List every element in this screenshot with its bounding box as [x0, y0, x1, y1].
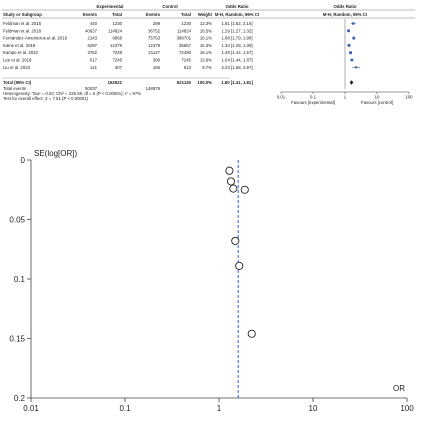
study-c-total: 35657 — [179, 42, 191, 48]
study-c-total: 114824 — [176, 28, 191, 34]
x-axis-label: OR — [393, 384, 405, 393]
study-ci: 2.23 [1.68, 2.97] — [221, 64, 253, 70]
total-events-e: 50037 — [85, 86, 97, 91]
x-tick-label: 10 — [308, 404, 318, 413]
study-marker — [352, 22, 354, 24]
study-name: Kampe et al. 2022 — [3, 50, 38, 56]
forest-x-tick-label: 100 — [405, 94, 413, 100]
study-c-total: 72490 — [179, 50, 191, 56]
study-name: Kaine et al. 2019 — [3, 42, 36, 48]
forest-x-tick-label: 10 — [374, 94, 380, 100]
funnel-axes — [9, 156, 414, 413]
study-e-total: 12379 — [110, 42, 122, 48]
study-weight: 16.3% — [199, 42, 212, 48]
study-ci: 1.49 [1.42, 1.57] — [221, 50, 253, 56]
study-weight: 16.1% — [199, 50, 212, 56]
header-e-total: Total — [112, 12, 122, 17]
study-c-events: 289 — [152, 21, 160, 26]
total-c-total: 621140 — [176, 80, 191, 85]
header-control: Control — [162, 4, 178, 9]
study-c-events: 165 — [152, 64, 160, 70]
header-or-label: Odds Ratio — [225, 4, 249, 9]
study-marker — [351, 59, 354, 62]
forest-x-tick-label: 0.01 — [276, 94, 286, 100]
header-study: Study or Subgroup — [3, 12, 42, 17]
study-name: Liu et al. 2022 — [3, 64, 30, 70]
forest-plot-area — [277, 19, 413, 100]
x-tick-label: 0.01 — [23, 404, 39, 413]
y-tick-label: 0 — [20, 156, 25, 165]
x-tick-label: 100 — [400, 404, 414, 413]
study-point — [227, 178, 234, 185]
y-tick-label: 0.2 — [13, 394, 25, 403]
study-marker — [349, 51, 352, 54]
study-c-total: 389701 — [176, 35, 191, 41]
total-events-label: Total events — [3, 86, 26, 91]
y-tick-label: 0.1 — [13, 275, 25, 284]
y-axis-label: SE(log[OR]) — [34, 149, 78, 158]
study-weight: 8.7% — [202, 64, 212, 70]
study-marker — [352, 37, 355, 40]
study-c-events: 12379 — [148, 42, 160, 48]
study-point — [232, 237, 239, 244]
header-plot-or-label: Odds Ratio — [333, 4, 357, 9]
study-c-total: 7245 — [181, 57, 191, 63]
forest-x-tick-label: 1 — [343, 94, 347, 100]
overall-effect-text: Test for overall effect: Z = 7.51 (P < 0.00001) — [3, 96, 89, 101]
study-e-events: 3762 — [87, 50, 97, 56]
y-tick-label: 0.15 — [9, 334, 25, 344]
favours-left-label: Favours [experimental] — [291, 100, 335, 105]
forest-plot — [0, 0, 429, 150]
header-plot-or-method: M-H, Random, 95% CI — [322, 12, 368, 17]
study-marker — [347, 29, 350, 32]
pooled-diamond — [350, 80, 353, 84]
study-e-events: 2143 — [87, 35, 97, 41]
study-e-events: 40637 — [85, 28, 97, 34]
study-ci: 1.64 [1.44, 1.87] — [221, 57, 253, 63]
study-e-events: 440 — [89, 21, 97, 26]
study-point — [241, 186, 248, 193]
study-e-total: 6868 — [112, 35, 122, 41]
total-e-total: 152621 — [107, 80, 122, 85]
study-weight: 12.3% — [199, 21, 212, 26]
study-ci: 1.29 [1.27, 1.32] — [221, 28, 253, 34]
header-or-method: M-H, Random, 95% CI — [214, 12, 260, 17]
study-point — [230, 185, 237, 192]
total-label: Total (95% CI) — [3, 80, 32, 85]
study-ci: 1.34 [1.29, 1.39] — [221, 42, 253, 48]
study-marker — [355, 66, 357, 68]
header-weight: Weight — [197, 12, 212, 17]
study-name: Fernández-Amenteros et al. 2019 — [3, 35, 68, 41]
study-point — [226, 167, 233, 174]
total-weight: 100.0% — [197, 80, 212, 85]
study-point — [236, 262, 243, 269]
study-c-events: 75753 — [148, 35, 160, 41]
study-e-total: 1230 — [112, 21, 122, 26]
funnel-plot — [0, 140, 429, 423]
study-e-total: 7245 — [112, 57, 122, 63]
study-ci: 1.81 [1.52, 2.16] — [221, 21, 253, 26]
study-c-events: 390 — [152, 57, 160, 63]
study-e-events: 141 — [89, 64, 97, 70]
x-tick-label: 1 — [216, 404, 222, 413]
study-e-total: 307 — [114, 64, 122, 70]
funnel-marks — [226, 160, 256, 398]
study-c-events: 36752 — [148, 28, 160, 34]
study-e-total: 7249 — [112, 50, 122, 56]
total-ci: 1.60 [1.41, 1.81] — [221, 80, 253, 85]
header-c-events: Events — [145, 12, 160, 17]
heterogeneity-text: Heterogeneity: Tau² = 0.02; Chi² = 226.59, df = 6 (P < 0.00001); I² = 97% — [3, 91, 142, 96]
header-e-events: Events — [82, 12, 97, 17]
study-marker — [348, 44, 351, 47]
study-weight: 16.1% — [199, 35, 212, 41]
study-e-events: 6297 — [87, 42, 97, 48]
favours-right-label: Favours [control] — [360, 100, 394, 105]
forest-x-tick-label: 0.1 — [310, 94, 316, 100]
total-events-c: 148879 — [145, 86, 160, 91]
study-name: Feldman et al. 2018 — [3, 28, 41, 34]
study-point — [248, 330, 255, 337]
header-experimental: Experimental — [96, 4, 124, 9]
study-name: Lee et al. 2018 — [3, 57, 32, 63]
study-c-total: 1230 — [181, 21, 191, 26]
study-c-total: 613 — [183, 64, 191, 70]
header-c-total: Total — [181, 12, 191, 17]
study-e-total: 114824 — [107, 28, 122, 34]
study-c-events: 21147 — [148, 50, 160, 56]
forest-rows — [3, 21, 253, 70]
study-ci: 1.88 [1.79, 1.98] — [221, 35, 253, 41]
study-weight: 16.5% — [199, 28, 212, 34]
study-e-events: 617 — [89, 57, 97, 63]
x-tick-label: 0.1 — [119, 404, 131, 413]
y-tick-label: 0.05 — [9, 215, 25, 225]
study-weight: 13.9% — [199, 57, 212, 63]
study-name: Feldman et al. 2015 — [3, 21, 41, 26]
